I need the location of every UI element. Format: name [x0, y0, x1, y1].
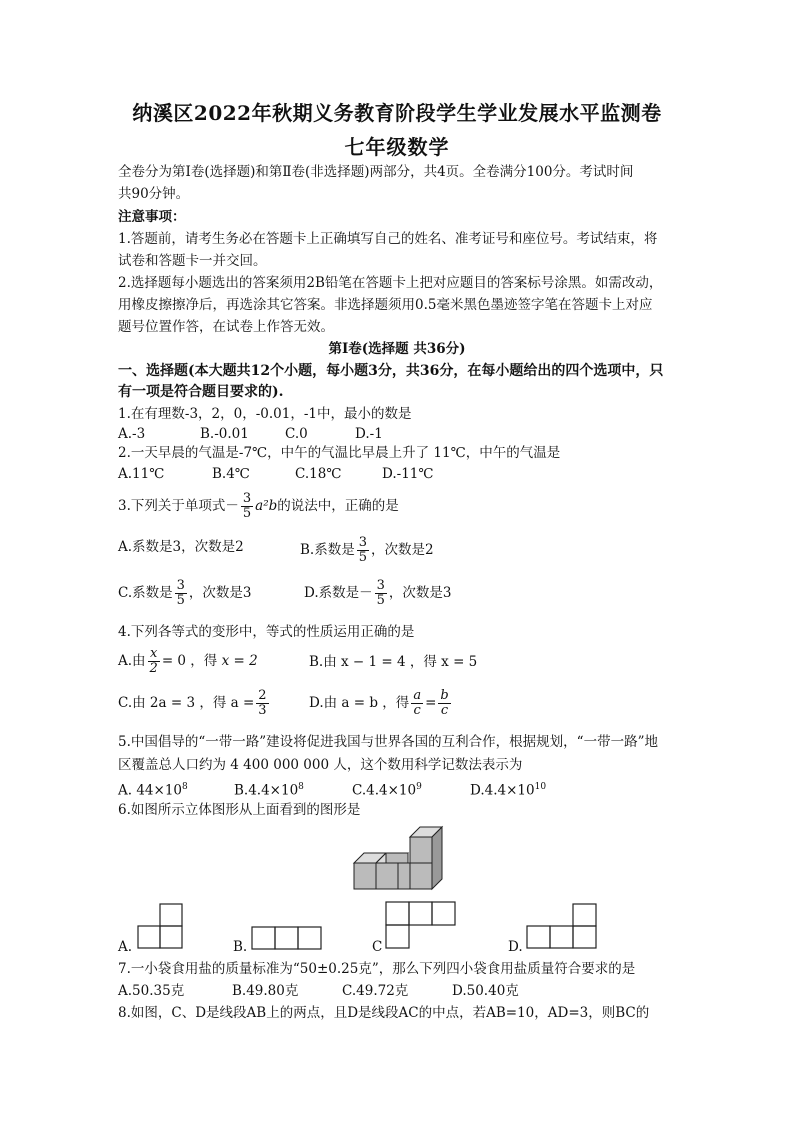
q5-stem-cont: 区覆盖总人口约为 4 400 000 000 人，这个数用科学记数法表示为: [118, 757, 523, 773]
q5-stem: 5.中国倡导的“一带一路”建设将促进我国与世界各国的互利合作，根据规划，“一带一路”地: [118, 734, 658, 750]
q6-option-d-label: D.: [508, 939, 523, 955]
q6-option-a-figure: [136, 902, 186, 952]
q2-option-c: C.18℃: [295, 466, 342, 482]
q7-option-b: B.49.80克: [232, 983, 299, 999]
q3-stem: 3.下列关于单项式－ $\frac{3}{5}$ a²b的说法中，正确的是: [118, 491, 399, 521]
q1-option-c: C.0: [285, 426, 308, 442]
notice-item-1: 1.答题前，请考生务必在答题卡上正确填写自己的姓名、准考证号和座位号。考试结束，将: [118, 231, 658, 247]
q4-option-a: A.由 $\frac{x}{2}$ = 0 ，得 x = 2: [118, 646, 258, 676]
notice-item-2: 2.选择题每小题选出的答案须用2B铅笔在答题卡上把对应题目的答案标号涂黑。如需改动，: [118, 275, 663, 291]
q1-option-d: D.-1: [355, 426, 383, 442]
q3-option-b: B.系数是 $\frac{3}{5}$ ，次数是2: [300, 535, 434, 565]
q5-option-a: A. $44\times 10^8$: [118, 782, 188, 799]
q7-option-c: C.49.72克: [342, 983, 409, 999]
q1-stem: 1.在有理数-3，2，0，-0.01，-1中，最小的数是: [118, 406, 412, 422]
section-heading-cont: 有一项是符合题目要求的).: [118, 384, 284, 400]
q7-stem: 7.一小袋食用盐的质量标准为“50±0.25克”，那么下列四小袋食用盐质量符合要求的是: [118, 961, 636, 977]
q6-option-a-label: A.: [118, 939, 133, 955]
part-title: 第Ⅰ卷(选择题 共36分): [328, 341, 466, 357]
q2-option-d: D.-11℃: [382, 466, 434, 482]
q3-option-d: D.系数是－ $\frac{3}{5}$ ，次数是3: [304, 578, 452, 608]
q6-option-b-label: B.: [233, 939, 248, 955]
q7-option-d: D.50.40克: [452, 983, 519, 999]
q6-option-c-figure: [384, 900, 460, 950]
q4-stem: 4.下列各等式的变形中，等式的性质运用正确的是: [118, 624, 415, 640]
q2-option-b: B.4℃: [212, 466, 250, 482]
q6-solid-figure: [350, 823, 450, 893]
exam-title: 纳溪区2022年秋期义务教育阶段学生学业发展水平监测卷: [132, 101, 662, 125]
q3-option-a: A.系数是3，次数是2: [118, 539, 244, 555]
q1-option-a: A.-3: [118, 426, 146, 442]
q5-option-c: $C.4.4\times 10^9$: [352, 782, 422, 799]
q2-option-a: A.11℃: [118, 466, 165, 482]
q4-option-c: C.由 2a = 3 ，得 a = $\frac{2}{3}$: [118, 688, 267, 718]
q7-option-a: A.50.35克: [118, 983, 185, 999]
intro-line-2: 共90分钟。: [118, 186, 190, 202]
q3-option-c: C.系数是 $\frac{3}{5}$ ，次数是3: [118, 578, 252, 608]
q4-option-d: D.由 a = b ，得 $\frac{a}{c}$ = $\frac{b}{c}$: [309, 688, 449, 718]
notice-item-1-cont: 试卷和答题卡一并交回。: [118, 253, 267, 269]
q8-stem: 8.如图，C、D是线段AB上的两点，且D是线段AC的中点，若AB=10，AD=3，则BC的: [118, 1005, 650, 1021]
q4-option-b: B.由 x − 1 = 4 ，得 x = 5: [309, 654, 478, 670]
q5-option-d: $D.4.4\times 10^{10}$: [470, 782, 547, 799]
exam-subtitle: 七年级数学: [344, 135, 450, 159]
q6-stem: 6.如图所示立体图形从上面看到的图形是: [118, 802, 361, 818]
q2-stem: 2.一天早晨的气温是-7℃，中午的气温比早晨上升了 11℃，中午的气温是: [118, 445, 561, 461]
q5-option-b: $B.4.4\times 10^8$: [234, 782, 304, 799]
q6-option-c-label: C: [372, 939, 383, 955]
q1-option-b: B.-0.01: [200, 426, 249, 442]
q6-option-d-figure: [525, 902, 599, 952]
q6-option-b-figure: [250, 925, 324, 951]
intro-line-1: 全卷分为第Ⅰ卷(选择题)和第Ⅱ卷(非选择题)两部分，共4页。全卷满分100分。考试时间: [118, 164, 634, 180]
notice-heading: 注意事项：: [118, 209, 186, 225]
notice-item-2-cont: 用橡皮擦擦净后，再选涂其它答案。非选择题须用0.5毫米黑色墨迹签字笔在答题卡上对应: [118, 297, 653, 313]
notice-item-2-cont2: 题号位置作答，在试卷上作答无效。: [118, 319, 334, 335]
section-heading: 一、选择题(本大题共12个小题，每小题3分，共36分，在每小题给出的四个选项中，只: [118, 363, 664, 379]
